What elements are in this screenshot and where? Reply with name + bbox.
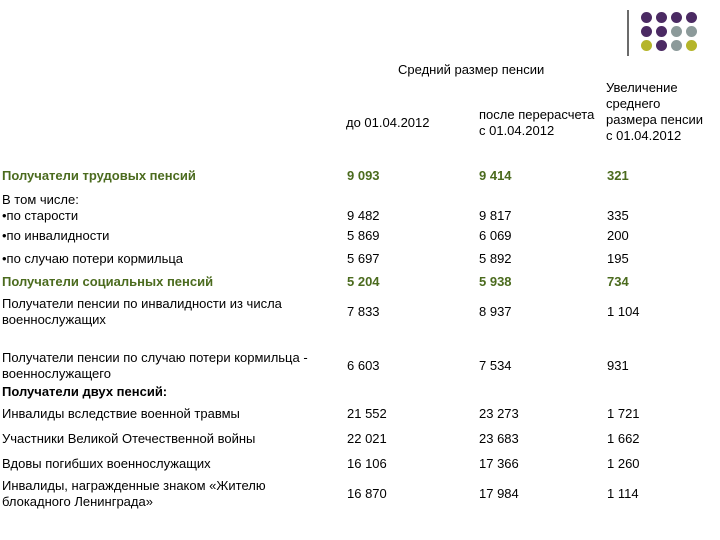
row-value: 7 833 [347,304,380,319]
row-value: 23 683 [479,431,519,446]
row-value: 21 552 [347,406,387,421]
row-value: 5 869 [347,228,380,243]
decor-dot [641,26,652,37]
row-value: 734 [607,274,629,289]
row-label [2,274,213,290]
row-value: 16 106 [347,456,387,471]
row-value: 1 104 [607,304,640,319]
row-label-line: Инвалиды, награжденные знаком «Жителю [2,478,266,493]
decor-dot [671,40,682,51]
row-label-line: Получатели социальных пенсий [2,274,214,289]
column-header-increase [606,80,703,144]
row-value: 1 260 [607,456,640,471]
row-label [2,168,196,184]
column-header-after-line: с 01.04.2012 [479,123,555,138]
row-label-line: Получатели пенсии по инвалидности из числа [2,296,282,311]
column-header-after [479,107,594,139]
decor-dot [641,12,652,23]
row-label-line: Участники Великой Отечественной войны [2,431,256,446]
row-label-line: Получатели двух пенсий: [2,384,168,399]
row-value: 200 [607,228,629,243]
column-header-increase-line: среднего [606,96,661,111]
row-label [2,296,282,328]
row-label [2,251,183,267]
row-value: 9 414 [479,168,512,183]
decor-dot [656,40,667,51]
row-label [2,350,308,382]
row-value: 1 662 [607,431,640,446]
row-label-line: Получатели пенсии по случаю потери кормильца - [2,350,308,365]
decor-dot [656,12,667,23]
row-label-line: Получатели трудовых пенсий [2,168,196,183]
decor-dot [671,26,682,37]
row-label-line: военнослужащего [2,366,111,381]
row-value: 6 603 [347,358,380,373]
table-title: Средний размер пенсии [398,62,545,77]
row-value: 321 [607,168,629,183]
row-label-line: Инвалиды вследствие военной травмы [2,406,240,421]
row-value: 1 721 [607,406,640,421]
column-header-before: до 01.04.2012 [346,115,430,130]
row-label [2,431,255,447]
row-label [2,384,167,400]
row-value: 6 069 [479,228,512,243]
row-value: 9 482 [347,208,380,223]
row-label-line: •по старости [2,208,79,223]
column-header-after-line: после перерасчета [479,107,595,122]
row-label-line: военнослужащих [2,312,106,327]
column-header-increase-line: Увеличение [606,80,678,95]
row-value: 8 937 [479,304,512,319]
row-value: 23 273 [479,406,519,421]
row-label-line: Вдовы погибших военнослужащих [2,456,211,471]
row-label [2,406,240,422]
row-label [2,456,211,472]
decor-dot [686,12,697,23]
row-label-line: •по случаю потери кормильца [2,251,184,266]
row-value: 9 817 [479,208,512,223]
row-value: 22 021 [347,431,387,446]
row-value: 931 [607,358,629,373]
row-value: 7 534 [479,358,512,373]
column-header-increase-line: размера пенсии [606,112,703,127]
row-label-line: В том числе: [2,192,79,207]
row-value: 1 114 [607,486,639,501]
row-value: 5 204 [347,274,380,289]
decor-divider-line [627,10,629,56]
column-header-increase-line: с 01.04.2012 [606,128,682,143]
row-label-line: •по инвалидности [2,228,110,243]
row-value: 17 366 [479,456,519,471]
row-value: 5 892 [479,251,512,266]
row-value: 16 870 [347,486,387,501]
row-value: 9 093 [347,168,380,183]
decor-dot [656,26,667,37]
decor-dot [671,12,682,23]
row-label [2,228,109,244]
row-value: 195 [607,251,629,266]
decor-dot [686,40,697,51]
row-label [2,208,78,224]
row-label [2,478,266,510]
row-value: 5 697 [347,251,380,266]
row-label [2,192,79,208]
row-value: 17 984 [479,486,519,501]
row-value: 5 938 [479,274,512,289]
decor-dot [641,40,652,51]
decor-dot [686,26,697,37]
row-label-line: блокадного Ленинграда» [2,494,153,509]
row-value: 335 [607,208,629,223]
